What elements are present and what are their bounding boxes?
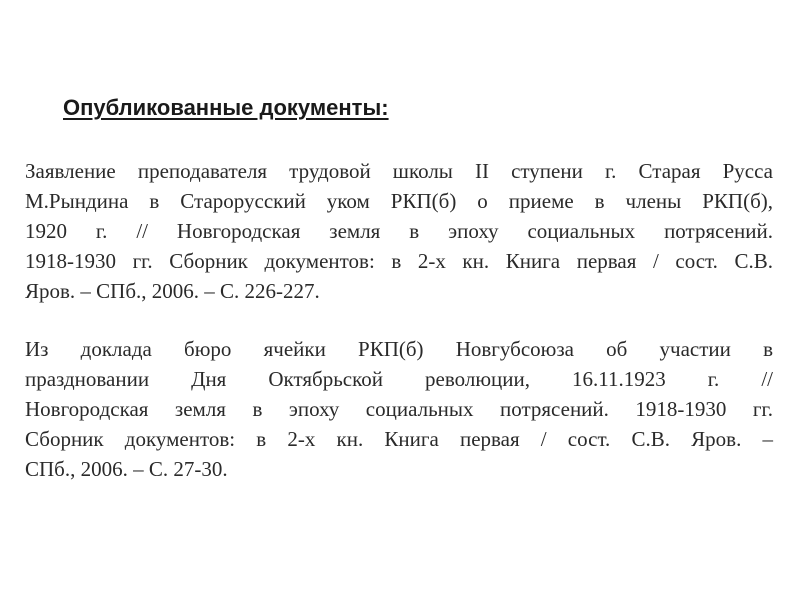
reference-line: Сборник документов: в 2-х кн. Книга первая / сост. С.В. Яров. – (25, 427, 773, 451)
reference-line: 1918-1930 гг. Сборник документов: в 2-х кн. Книга первая / сост. С.В. (25, 249, 773, 273)
reference-line: праздновании Дня Октябрьской революции, 16.11.1923 г. // (25, 367, 773, 391)
reference-line: Заявление преподавателя трудовой школы II ступени г. Старая Русса (25, 159, 773, 183)
reference-line: СПб., 2006. – С. 27-30. (25, 457, 228, 481)
reference-line: Из доклада бюро ячейки РКП(б) Новгубсоюза об участии в (25, 337, 773, 361)
reference-line: Яров. – СПб., 2006. – С. 226-227. (25, 279, 320, 303)
reference-line: 1920 г. // Новгородская земля в эпоху социальных потрясений. (25, 219, 773, 243)
slide-title: Опубликованные документы: (63, 95, 389, 120)
reference-line: Новгородская земля в эпоху социальных потрясений. 1918-1930 гг. (25, 397, 773, 421)
document-reference-1 (25, 156, 773, 306)
reference-line: М.Рындина в Старорусский уком РКП(б) о приеме в члены РКП(б), (25, 189, 773, 213)
document-reference-2 (25, 334, 773, 484)
